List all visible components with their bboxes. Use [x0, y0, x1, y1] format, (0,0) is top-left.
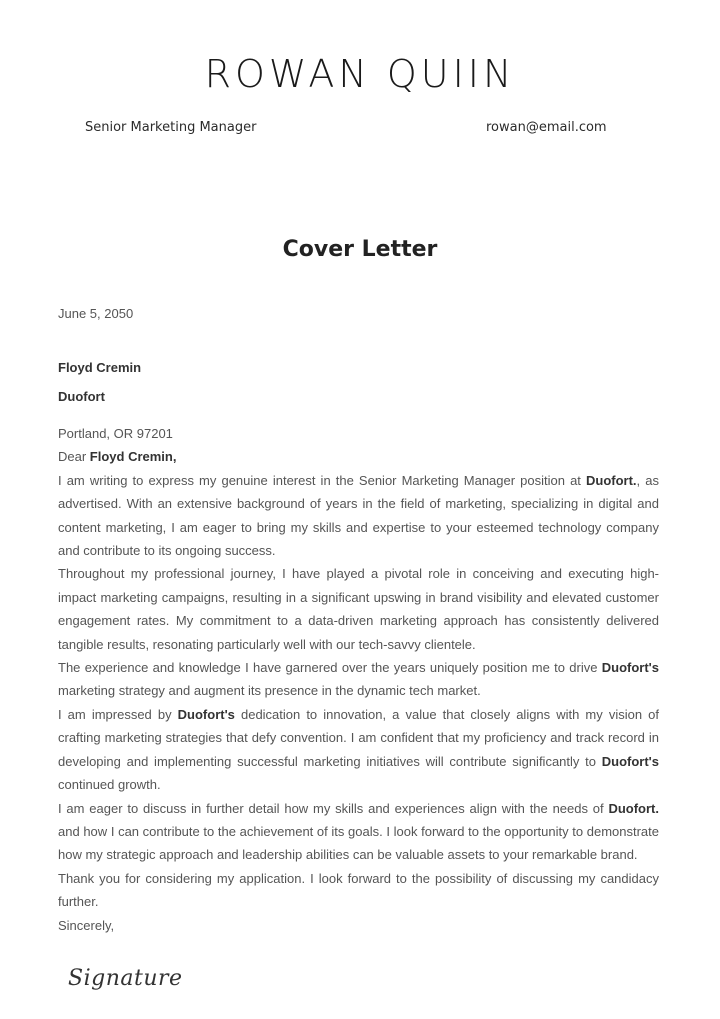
paragraph-3 — [58, 656, 659, 703]
document-title: Cover Letter — [282, 237, 438, 262]
paragraph-4-text-a: I am impressed by — [58, 706, 178, 722]
company-mention: Duofort's — [177, 706, 235, 722]
recipient-company: Duofort — [58, 389, 105, 404]
applicant-email: rowan@email.com — [486, 120, 607, 135]
paragraph-5-text-a: I am eager to discuss in further detail how my skills and experiences align with the needs of — [58, 800, 609, 816]
company-mention: Duofort. — [586, 472, 637, 488]
letter-body — [58, 422, 659, 937]
paragraph-4-text-c: continued growth. — [58, 777, 161, 793]
salutation-name: Floyd Cremin, — [89, 449, 177, 465]
handwritten-signature: Signature — [68, 966, 183, 991]
paragraph-5-text-b: and how I can contribute to the achievement of its goals. I look forward to the opportunity to demonstrate how my strategic approach and leadership abilities can be valuable assets to your remarkable brand. — [58, 823, 659, 863]
paragraph-1 — [58, 469, 659, 563]
salutation — [58, 445, 659, 468]
paragraph-1-text-a: I am writing to express my genuine interest in the Senior Marketing Manager position at — [58, 472, 586, 488]
company-mention: Duofort. — [608, 800, 659, 816]
letter-date: June 5, 2050 — [58, 306, 134, 321]
recipient-name: Floyd Cremin — [58, 360, 142, 375]
paragraph-3-text-a: The experience and knowledge I have garnered over the years uniquely position me to drive — [58, 660, 602, 676]
paragraph-3-text-b: marketing strategy and augment its presence in the dynamic tech market. — [58, 683, 481, 699]
applicant-role: Senior Marketing Manager — [85, 120, 257, 135]
company-mention: Duofort's — [601, 660, 659, 676]
paragraph-4 — [58, 703, 659, 797]
company-mention: Duofort's — [601, 753, 659, 769]
paragraph-6: Thank you for considering my application. I look forward to the possibility of discussing my candidacy further. — [58, 870, 659, 910]
closing: Sincerely, — [58, 917, 115, 933]
salutation-prefix: Dear — [58, 449, 90, 465]
paragraph-5 — [58, 797, 659, 867]
paragraph-2: Throughout my professional journey, I have played a pivotal role in conceiving and executing high-impact marketing campaigns, resulting in a significant upswing in brand visibility and elevated customer engagement rates. My commitment to a data-driven marketing approach has consistently delivered tangible results, resonating particularly well with our tech-savvy clientele. — [58, 566, 659, 652]
paragraph-4-text-b: dedication to innovation, a value that closely aligns with my vision of crafting marketing strategies that defy convention. I am confident that my proficiency and track record in developing and implementing successful marketing initiatives will contribute significantly to — [58, 706, 659, 769]
recipient-address: Portland, OR 97201 — [58, 426, 173, 441]
applicant-name: ROWAN QUIIN — [204, 52, 516, 96]
paragraph-1-text-b: , as advertised. With an extensive background of years in the field of marketing, specializing in digital and content marketing, I am eager to bring my skills and expertise to your esteemed technology company and contribute to its ongoing success. — [58, 472, 659, 559]
